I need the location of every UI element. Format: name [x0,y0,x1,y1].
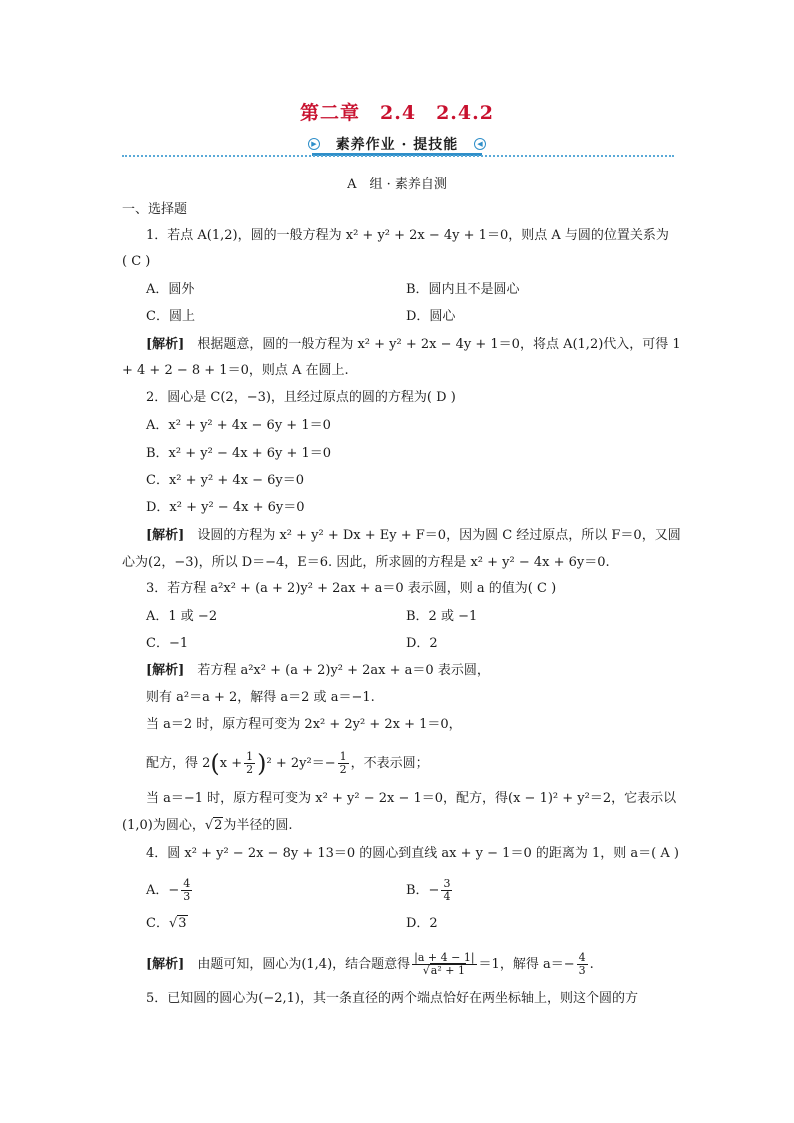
fraction [181,878,192,903]
q3-analysis-line3: 当 a＝2 时，原方程可变为 2x² + 2y² + 2x + 1＝0， [146,717,462,732]
q4-analysis-pre: 由题可知，圆心为(1,4)，结合题意得 [197,957,411,972]
question-3-stem: 3．若方程 a²x² + (a + 2)y² + 2ax + a＝0 表示圆，则 a 的值为( C ) [146,581,557,596]
q3-line4-post: ，不表示圆； [350,756,429,771]
frac-num: 4 [183,877,191,890]
q2-option-c: C．x² + y² + 4x − 6y＝0 [146,473,305,488]
q3-option-a: A．1 或 −2 [146,609,218,624]
banner-label: 素养作业 · 提技能 [335,137,459,153]
q3-analysis-line2: 则有 a²＝a + 2，解得 a＝2 或 a＝−1. [146,690,375,705]
q4-analysis-post: . [589,957,594,972]
q3-line4-x: x + [219,756,243,771]
play-right-icon: ▶ [308,138,320,150]
fraction [412,952,476,977]
section-banner [300,133,494,155]
q1-option-a: A．圆外 [146,282,195,297]
question-2-stem: 2．圆心是 C(2，−3)，且经过原点的圆的方程为( D ) [146,390,456,405]
q1-option-d: D．圆心 [406,309,456,324]
frac-num: 1 [339,750,347,763]
sqrt-value: a² + 1 [430,964,465,977]
dotted-divider [122,155,674,157]
chapter-title: 第二章 2.4 2.4.2 [300,102,494,124]
q3-analysis-text: 若方程 a²x² + (a + 2)y² + 2ax + a＝0 表示圆， [197,663,490,678]
sqrt-value: 2 [214,818,223,833]
sqrt-value: 3 [178,916,187,931]
q2-analysis-text: 设圆的方程为 x² + y² + Dx + Ey + F＝0，因为圆 C 经过原点，所以 F＝0，又圆 [197,528,681,543]
analysis-tag: [解析] [146,663,185,678]
q4-option-b [406,878,454,903]
q4-analysis-mid: ＝1，解得 a＝− [478,957,575,972]
q3-analysis-line4 [146,751,429,776]
q3-option-b: B．2 或 −1 [406,609,478,624]
q4-option-c: C．√3 [146,916,187,931]
q2-option-a: A．x² + y² + 4x − 6y + 1＝0 [146,418,331,433]
q3-analysis [146,662,490,680]
analysis-tag: [解析] [146,337,185,352]
paren-right: ) [257,749,267,778]
option-label: C． [146,916,169,931]
question-4-stem: 4．圆 x² + y² − 2x − 8y + 13＝0 的圆心到直线 ax + y − 1＝0 的距离为 1，则 a＝( A ) [146,846,679,861]
analysis-tag: [解析] [146,957,185,972]
q4-option-a [146,878,194,903]
q4-analysis [146,952,594,977]
option-label: B．− [406,883,440,898]
frac-num: 3 [443,877,451,890]
option-label: A．− [146,883,180,898]
fraction [338,751,349,776]
frac-den: 2 [246,763,254,776]
q2-option-d: D．x² + y² − 4x + 6y＝0 [146,500,305,515]
frac-num: |a + 4 − 1| [414,951,475,964]
fraction [244,751,255,776]
q3-analysis-line6: (1,0)为圆心，√2为半径的圆. [122,818,293,833]
frac-num: 4 [578,951,586,964]
frac-den: 4 [443,890,451,903]
q2-option-b: B．x² + y² − 4x + 6y + 1＝0 [146,446,332,461]
q3-option-d: D．2 [406,636,438,651]
group-title: A 组 · 素养自测 [347,177,447,192]
fraction [577,952,588,977]
q1-option-c: C．圆上 [146,309,195,324]
play-left-icon: ◀ [474,138,486,150]
q1-analysis-cont: + 4 + 2 − 8 + 1＝0，则点 A 在圆上. [122,363,349,378]
frac-den: 3 [183,890,191,903]
frac-den: √a² + 1 [422,964,465,977]
question-5-stem: 5．已知圆的圆心为(−2,1)，其一条直径的两个端点恰好在两坐标轴上，则这个圆的方 [146,991,638,1006]
q3-option-c: C．−1 [146,636,189,651]
q3-line4-pre: 配方，得 2 [146,756,211,771]
frac-den: 2 [339,763,347,776]
q1-analysis-text: 根据题意，圆的一般方程为 x² + y² + 2x − 4y + 1＝0，将点 A(1,2)代入，可得 1 [197,337,681,352]
section-heading: 一、选择题 [122,202,188,217]
fraction [441,878,452,903]
paren-left: ( [210,749,220,778]
q4-option-d: D．2 [406,916,438,931]
frac-den: 3 [578,964,586,977]
q1-option-b: B．圆内且不是圆心 [406,282,520,297]
q3-line6-post: 为半径的圆. [223,818,293,833]
q2-analysis-cont: 心为(2，−3)，所以 D＝−4，E＝6. 因此，所求圆的方程是 x² + y² − 4x + 6y＝0. [122,555,610,570]
question-1-answer: ( C ) [122,254,151,269]
q3-line4-mid: ² + 2y²＝− [266,756,336,771]
q1-analysis [146,336,681,354]
q3-line6-pre: (1,0)为圆心， [122,818,205,833]
frac-num: 1 [246,750,254,763]
q2-analysis [146,527,681,545]
question-1-stem: 1．若点 A(1,2)，圆的一般方程为 x² + y² + 2x − 4y + 1＝0，则点 A 与圆的位置关系为 [146,228,669,243]
analysis-tag: [解析] [146,528,185,543]
q3-analysis-line5: 当 a＝−1 时，原方程可变为 x² + y² − 2x − 1＝0，配方，得(x − 1)² + y²＝2，它表示以 [146,791,677,806]
